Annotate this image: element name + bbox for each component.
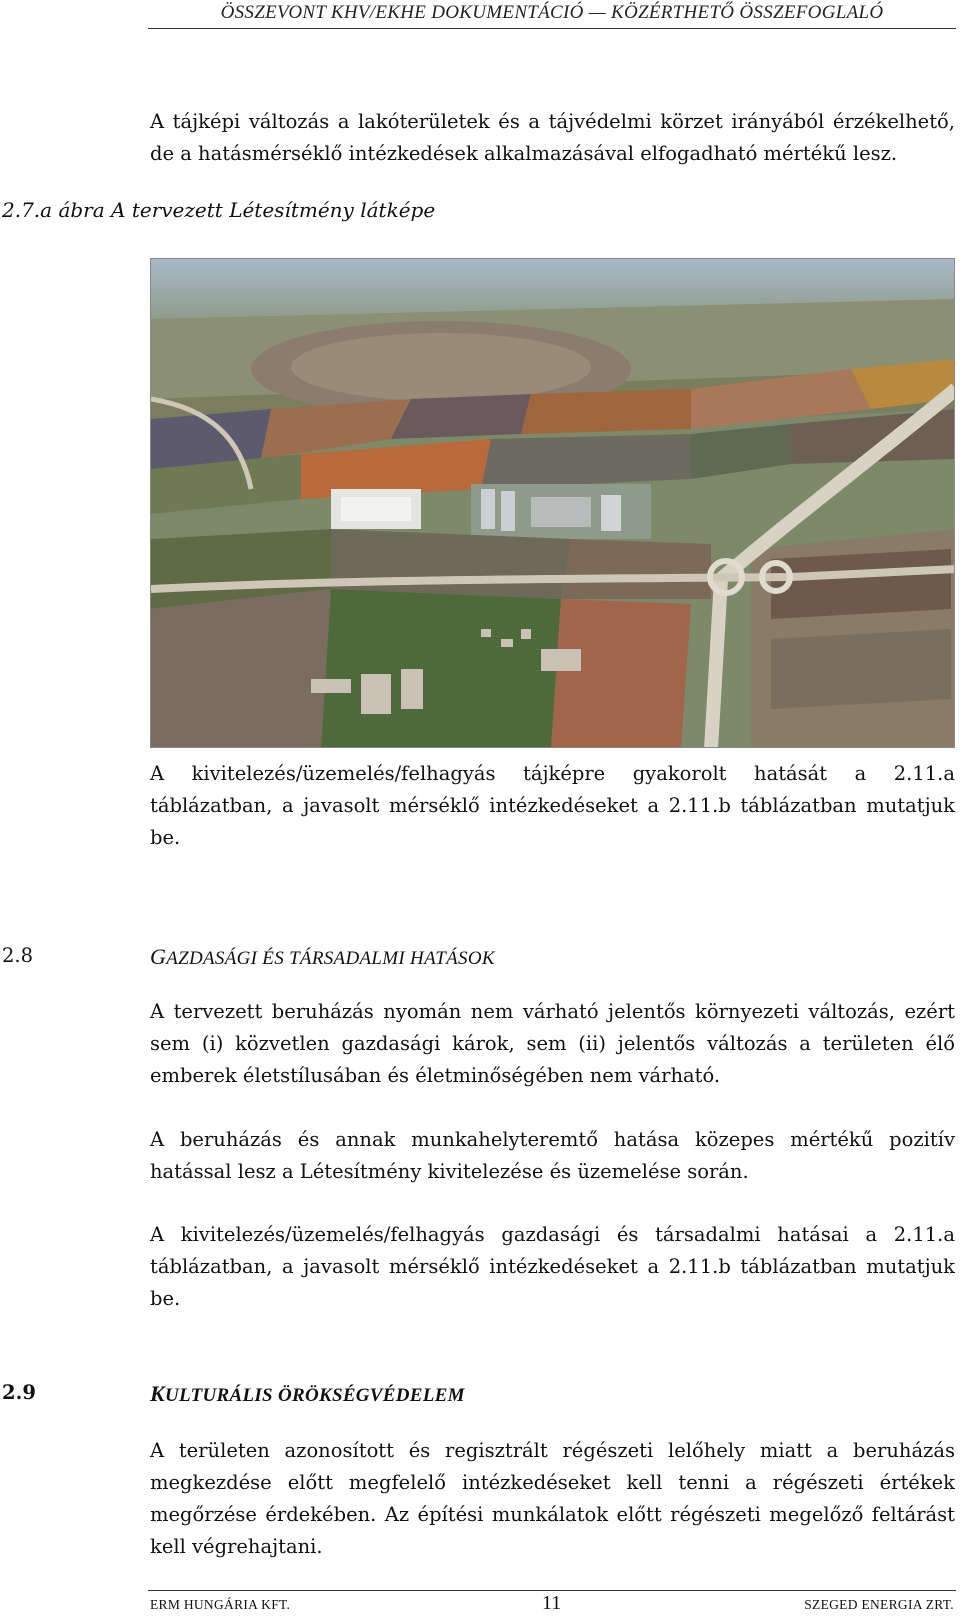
section-title-initial: G	[150, 944, 167, 969]
aerial-photo-illustration	[151, 259, 955, 748]
section-title-rest: AZDASÁGI ÉS TÁRSADALMI HATÁSOK	[166, 948, 495, 969]
intro-paragraph: A tájképi változás a lakóterületek és a tájvédelmi körzet irányából érzékelhető, de a hatásmérséklő intézkedések alkalmazásával elfogadható mértékű lesz.	[150, 110, 955, 165]
footer-rule	[148, 1590, 956, 1591]
aerial-photo	[150, 258, 955, 748]
section-2-8-paragraph-3: A kivitelezés/üzemelés/felhagyás gazdasági és társadalmi hatásai a 2.11.a táblázatban, a javasolt mérséklő intézkedéseket a 2.11.b táblázatban mutatjuk be.	[150, 1223, 955, 1310]
footer-company-left: ERM HUNGÁRIA KFT.	[150, 1597, 291, 1612]
section-2-9-paragraph-1: A területen azonosított és regisztrált régészeti lelőhely miatt a beruházás megkezdése előtt megfelelő intézkedéseket kell tenni a régészeti értékek megőrzése érdekében. Az építési munkálatok előtt régészeti megelőző feltárást kell végrehajtani.	[150, 1439, 955, 1558]
header-rule	[148, 28, 956, 29]
section-number-2-8: 2.8	[2, 944, 34, 967]
page-header-title: ÖSSZEVONT KHV/EKHE DOKUMENTÁCIÓ — KÖZÉRTHETŐ ÖSSZEFOGLALÓ	[220, 2, 884, 23]
section-title-initial: K	[150, 1381, 165, 1406]
figure-caption: 2.7.a ábra A tervezett Létesítmény látképe	[2, 198, 436, 222]
section-2-8-paragraph-1: A tervezett beruházás nyomán nem várható jelentős környezeti változás, ezért sem (i) közvetlen gazdasági károk, sem (ii) jelentős változás a területen élő emberek életstílusában és életminőségében nem várható.	[150, 1000, 955, 1087]
section-title-2-8	[150, 944, 495, 970]
page-number: 11	[542, 1592, 562, 1614]
section-title-2-9	[150, 1381, 465, 1407]
section-2-8-paragraph-2: A beruházás és annak munkahelyteremtő hatása közepes mértékű pozitív hatással lesz a Létesítmény kivitelezése és üzemelése során.	[150, 1128, 955, 1183]
after-figure-paragraph: A kivitelezés/üzemelés/felhagyás tájképre gyakorolt hatását a 2.11.a táblázatban, a javasolt mérséklő intézkedéseket a 2.11.b táblázatban mutatjuk be.	[150, 762, 955, 849]
footer-company-right: SZEGED ENERGIA ZRT.	[804, 1597, 954, 1612]
section-number-2-9: 2.9	[2, 1381, 36, 1404]
section-title-rest: ULTURÁLIS ÖRÖKSÉGVÉDELEM	[164, 1385, 465, 1406]
